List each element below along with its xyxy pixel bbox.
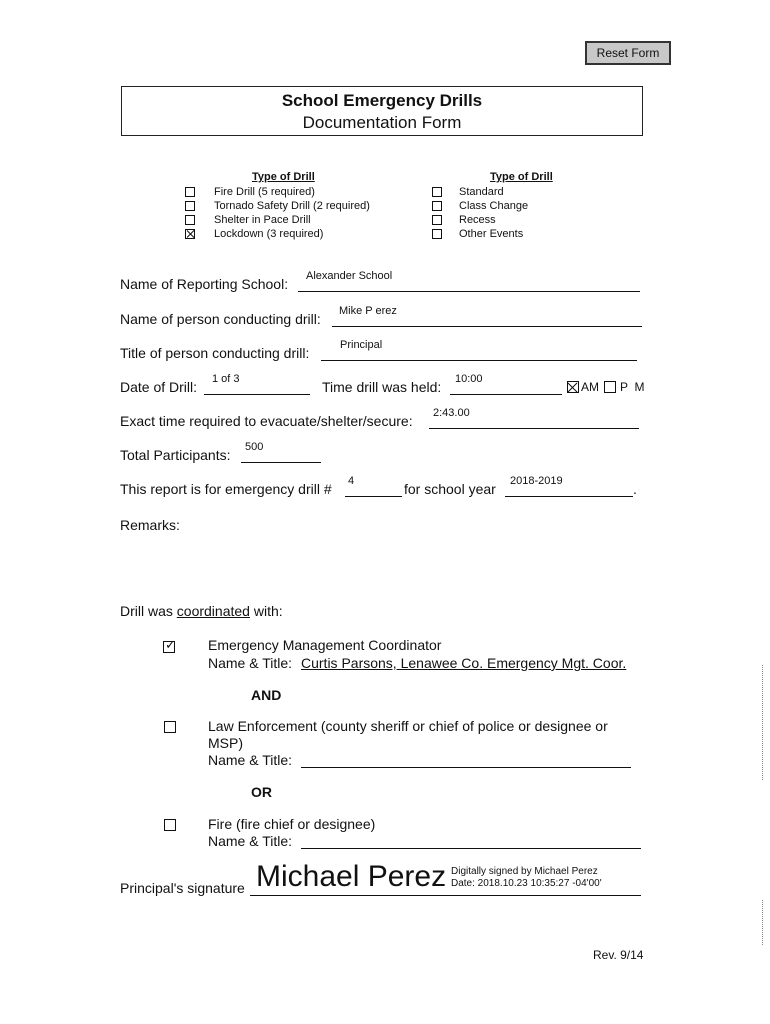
drill-option-recess	[432, 213, 528, 227]
emc-checkbox[interactable]	[163, 637, 176, 653]
tornado-drill-label: Tornado Safety Drill (2 required)	[214, 200, 370, 212]
coordinated-prefix: Drill was	[120, 603, 173, 619]
drill-option-tornado	[185, 199, 370, 213]
law-name-label: Name & Title:	[208, 752, 293, 768]
emc-name-value[interactable]: Curtis Parsons, Lenawee Co. Emergency Mgt. Coor.	[301, 655, 627, 671]
school-year-value[interactable]: 2018-2019	[510, 475, 563, 487]
drill-type-list-right	[432, 185, 528, 241]
law-name-field[interactable]	[301, 752, 631, 768]
drill-option-shelter	[185, 213, 370, 227]
scan-mark-bottom	[762, 900, 764, 945]
form-subtitle: Documentation Form	[302, 113, 462, 132]
standard-checkbox[interactable]	[432, 187, 442, 197]
am-pm-group	[567, 380, 644, 394]
participants-label: Total Participants:	[120, 447, 231, 463]
shelter-drill-checkbox[interactable]	[185, 215, 195, 225]
remarks-label: Remarks:	[120, 517, 180, 533]
coordinated-word: coordinated	[176, 603, 250, 619]
revision-label: Rev. 9/14	[593, 948, 644, 962]
other-events-label: Other Events	[459, 228, 524, 240]
fire-checkbox[interactable]	[164, 819, 176, 831]
time-label: Time drill was held:	[322, 379, 442, 395]
drill-type-heading-right: Type of Drill	[490, 171, 553, 183]
tornado-drill-checkbox[interactable]	[185, 201, 195, 211]
am-label: AM	[581, 380, 599, 394]
emc-label: Emergency Management Coordinator	[208, 637, 442, 653]
drill-number-label: This report is for emergency drill #	[120, 481, 332, 497]
evac-time-label: Exact time required to evacuate/shelter/secure:	[120, 413, 413, 429]
coordinated-suffix: with:	[253, 603, 283, 619]
other-events-checkbox[interactable]	[432, 229, 442, 239]
drill-type-list-left	[185, 185, 370, 241]
evac-time-value[interactable]: 2:43.00	[433, 407, 470, 419]
law-enforcement-label-2: MSP)	[208, 735, 243, 751]
fire-drill-label: Fire Drill (5 required)	[214, 186, 315, 198]
drill-option-fire	[185, 185, 370, 199]
coordinated-heading	[120, 603, 283, 619]
lockdown-drill-checkbox[interactable]	[185, 229, 195, 239]
drill-option-other	[432, 227, 528, 241]
fire-drill-checkbox[interactable]	[185, 187, 195, 197]
class-change-label: Class Change	[459, 200, 529, 212]
pm-checkbox[interactable]	[604, 381, 616, 393]
pm-label: P M	[620, 380, 645, 394]
emc-name-label: Name & Title:	[208, 655, 293, 671]
check-icon: ✓	[165, 637, 176, 652]
drill-type-heading-left: Type of Drill	[252, 171, 315, 183]
person-title-value[interactable]: Principal	[340, 339, 383, 351]
drill-option-class-change	[432, 199, 528, 213]
or-label: OR	[251, 784, 272, 800]
lockdown-drill-label: Lockdown (3 required)	[214, 228, 324, 240]
date-value[interactable]: 1 of 3	[212, 373, 240, 385]
shelter-drill-label: Shelter in Pace Drill	[214, 214, 311, 226]
fire-label: Fire (fire chief or designee)	[208, 816, 376, 832]
date-label: Date of Drill:	[120, 379, 198, 395]
form-title: School Emergency Drills	[281, 91, 483, 110]
person-label: Name of person conducting drill:	[120, 311, 321, 327]
person-value[interactable]: Mike P erez	[339, 305, 397, 317]
standard-label: Standard	[459, 186, 504, 198]
school-label: Name of Reporting School:	[120, 276, 289, 292]
school-value[interactable]: Alexander School	[306, 270, 393, 282]
signature-name: Michael Perez	[256, 860, 447, 893]
participants-value[interactable]: 500	[245, 441, 264, 453]
drill-number-value[interactable]: 4	[348, 475, 355, 487]
scan-mark-top	[762, 665, 764, 780]
recess-label: Recess	[459, 214, 496, 226]
drill-option-standard	[432, 185, 528, 199]
am-checkbox[interactable]	[567, 381, 579, 393]
recess-checkbox[interactable]	[432, 215, 442, 225]
remarks-field[interactable]	[120, 536, 640, 596]
school-year-period: .	[633, 481, 637, 497]
law-enforcement-checkbox[interactable]	[164, 721, 176, 733]
person-title-label: Title of person conducting drill:	[120, 345, 310, 361]
law-enforcement-label-1: Law Enforcement (county sheriff or chief of police or designee or	[208, 718, 608, 734]
digital-signature-line2: Date: 2018.10.23 10:35:27 -04'00'	[451, 878, 602, 889]
form-title-box	[121, 86, 643, 136]
fire-name-field[interactable]	[301, 833, 641, 849]
digital-signature-line1: Digitally signed by Michael Perez	[451, 866, 598, 877]
reset-form-button[interactable]: Reset Form	[585, 41, 671, 65]
drill-option-lockdown	[185, 227, 370, 241]
class-change-checkbox[interactable]	[432, 201, 442, 211]
fire-name-label: Name & Title:	[208, 833, 293, 849]
signature-label: Principal's signature	[120, 880, 245, 896]
time-value[interactable]: 10:00	[455, 373, 483, 385]
and-label: AND	[251, 687, 282, 703]
school-year-label: for school year	[404, 481, 496, 497]
